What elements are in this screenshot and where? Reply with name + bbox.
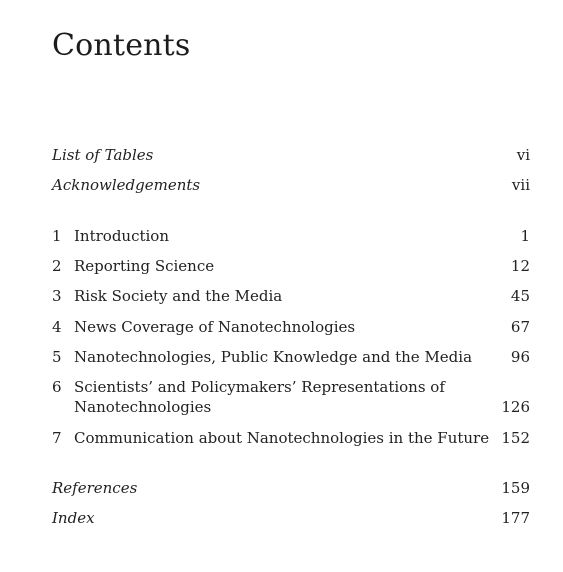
toc-entry-title: References	[52, 479, 138, 497]
chapter-page: 126	[501, 398, 530, 416]
chapter-page: 45	[510, 287, 530, 305]
chapter-number: 4	[52, 318, 62, 336]
toc-entry-title: Index	[52, 509, 95, 527]
toc-entry-title: Acknowledgements	[52, 176, 201, 194]
chapter-title: Communication about Nanotechnologies in the Future	[74, 429, 490, 447]
chapter-number: 5	[52, 348, 62, 366]
chapter-title-line-1: Scientists’ and Policymakers’ Representations of	[74, 378, 445, 396]
chapter-title-line-2: Nanotechnologies	[74, 398, 212, 416]
chapter-title: Nanotechnologies, Public Knowledge and the Media	[74, 348, 473, 366]
chapter-number: 7	[52, 429, 62, 447]
chapter-title: News Coverage of Nanotechnologies	[74, 318, 356, 336]
chapter-page: 96	[510, 348, 530, 366]
chapter-number: 6	[52, 378, 62, 396]
chapter-number: 1	[52, 227, 62, 245]
chapter-title: Introduction	[74, 227, 169, 245]
toc-entry-list-of-tables[interactable]	[52, 145, 530, 165]
chapter-page: 1	[520, 227, 530, 245]
toc-chapter-6[interactable]	[52, 377, 530, 417]
toc-entry-page: 159	[501, 479, 530, 497]
chapter-page: 152	[501, 429, 530, 447]
chapter-page: 67	[510, 318, 530, 336]
chapter-title: Risk Society and the Media	[74, 287, 283, 305]
page-title: Contents	[52, 28, 191, 63]
toc-entry-page: vi	[516, 146, 530, 164]
toc-entry-page: vii	[511, 176, 530, 194]
chapter-number: 2	[52, 257, 62, 275]
chapter-title: Reporting Science	[74, 257, 215, 275]
chapter-page: 12	[510, 257, 530, 275]
toc-entry-references[interactable]	[52, 478, 530, 498]
toc-entry-index[interactable]	[52, 508, 530, 528]
toc-entry-page: 177	[501, 509, 530, 527]
chapter-number: 3	[52, 287, 62, 305]
toc-entry-acknowledgements[interactable]	[52, 175, 530, 195]
toc-entry-title: List of Tables	[52, 146, 154, 164]
